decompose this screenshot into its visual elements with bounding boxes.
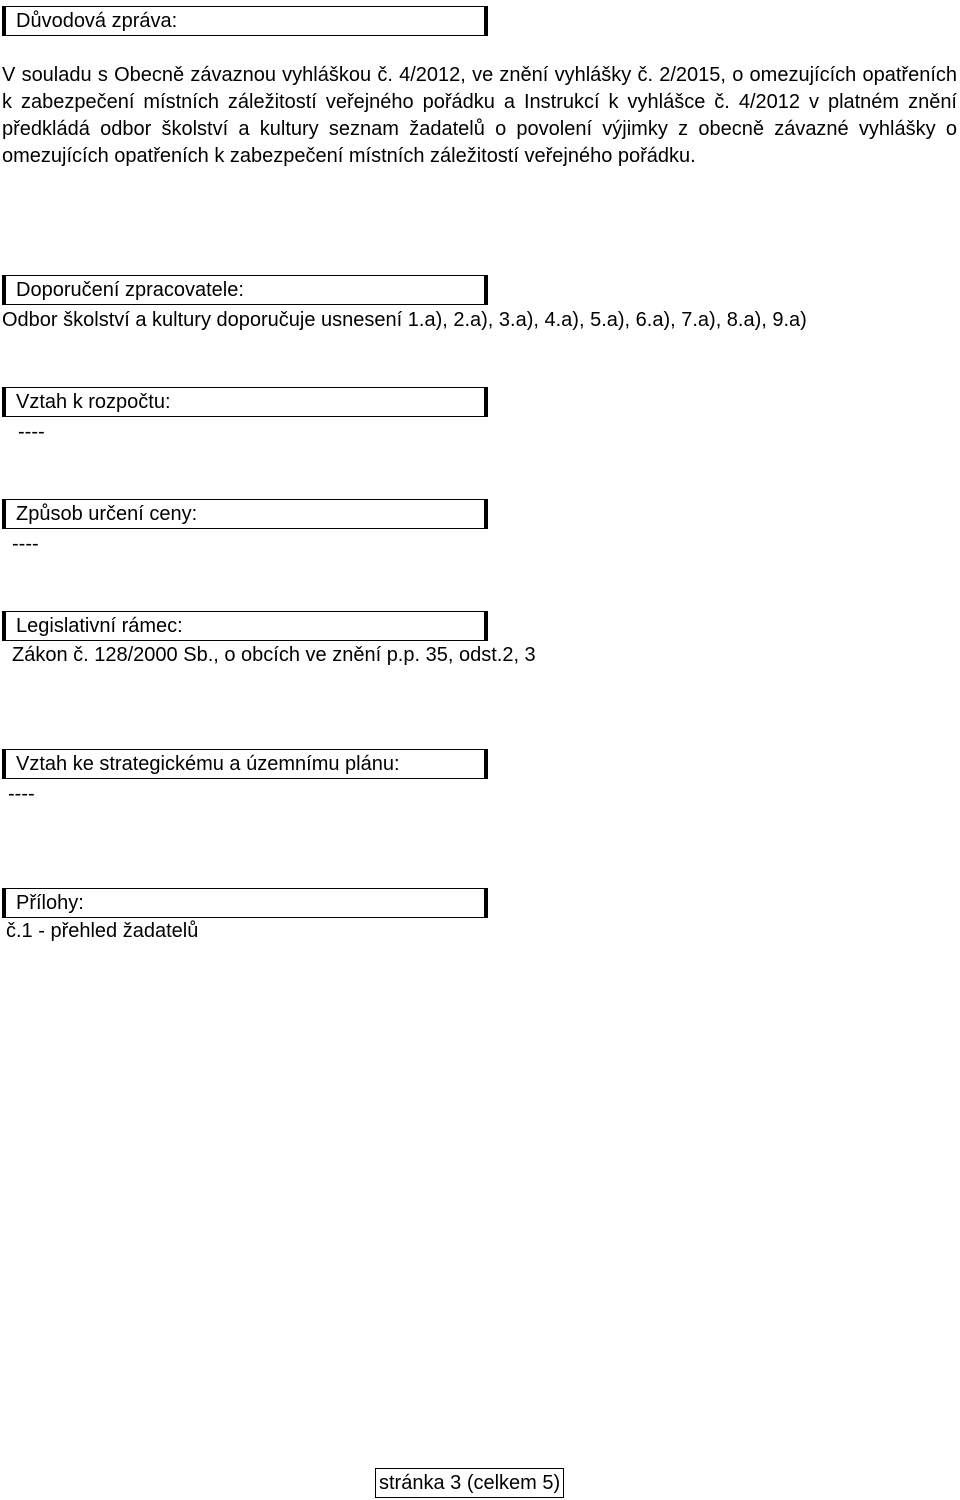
attachments-text: č.1 - přehled žadatelů <box>6 920 199 942</box>
legal-text: Zákon č. 128/2000 Sb., o obcích ve znění p.p. 35, odst.2, 3 <box>12 644 536 666</box>
legal-heading: Legislativní rámec: <box>2 611 488 641</box>
budget-text: ---- <box>18 421 45 443</box>
reason-heading: Důvodová zpráva: <box>2 6 488 36</box>
recommendation-heading: Doporučení zpracovatele: <box>2 275 488 305</box>
page-number: stránka 3 (celkem 5) <box>375 1468 564 1498</box>
strategy-heading: Vztah ke strategickému a územnímu plánu: <box>2 749 488 779</box>
price-text: ---- <box>12 533 39 555</box>
budget-heading: Vztah k rozpočtu: <box>2 387 488 417</box>
attachments-heading: Přílohy: <box>2 888 488 918</box>
recommendation-text: Odbor školství a kultury doporučuje usnesení 1.a), 2.a), 3.a), 4.a), 5.a), 6.a), 7.a), 8.a), 9.a) <box>2 309 807 331</box>
strategy-text: ---- <box>8 783 35 805</box>
reason-text: V souladu s Obecně závaznou vyhláškou č. 4/2012, ve znění vyhlášky č. 2/2015, o omezujících opatřeních k zabezpečení místních záležitostí veřejného pořádku a Instrukcí k vyhlášce č. 4/2012 v platném znění předkládá odbor školství a kultury seznam žadatelů o povolení výjimky z obecně závazné vyhlášky o omezujících opatřeních k zabezpečení místních záležitostí veřejného pořádku. <box>2 64 957 167</box>
price-heading: Způsob určení ceny: <box>2 499 488 529</box>
